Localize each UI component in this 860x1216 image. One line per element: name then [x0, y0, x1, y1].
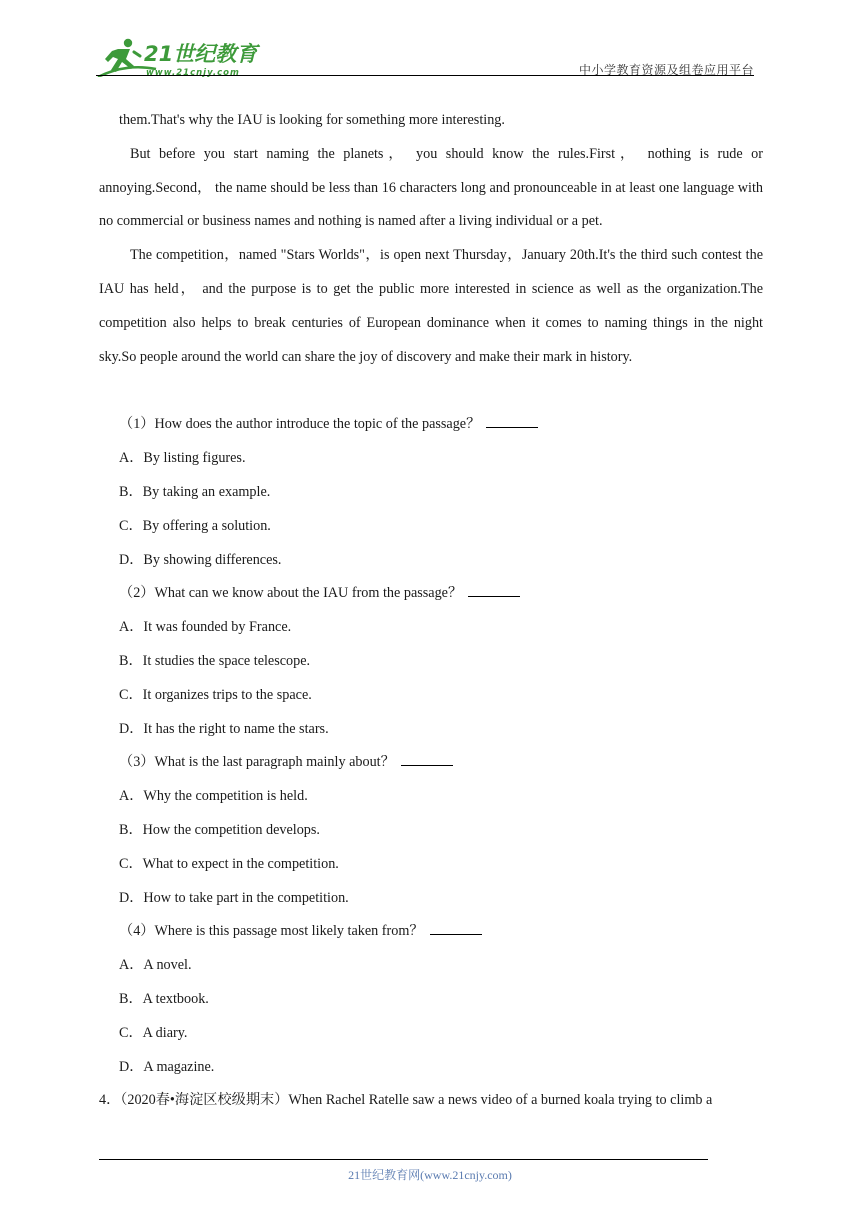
question-stem: （4）Where is this passage most likely taken from？	[99, 915, 763, 949]
document-body	[99, 104, 763, 1118]
site-logo[interactable]	[96, 35, 266, 77]
answer-option[interactable]: A．By listing figures.	[119, 450, 246, 467]
svg-text:21世纪教育: 21世纪教育	[144, 42, 258, 66]
answer-option[interactable]: D．By showing differences.	[119, 551, 282, 568]
spacer	[99, 374, 763, 408]
question-stem: （2）What can we know about the IAU from the passage？	[99, 577, 763, 611]
answer-option[interactable]: D．How to take part in the competition.	[119, 889, 349, 906]
question-block	[99, 408, 763, 577]
next-question-start: 4．（2020春•海淀区校级期末）When Rachel Ratelle saw a news video of a burned koala trying to climb a	[99, 1092, 713, 1109]
answer-option[interactable]: C．By offering a solution.	[119, 517, 271, 534]
question-stem: （3）What is the last paragraph mainly about？	[99, 746, 763, 780]
question-block	[99, 746, 763, 915]
answer-option[interactable]: A．It was founded by France.	[119, 619, 292, 636]
platform-tagline: 中小学教育资源及组卷应用平台	[578, 63, 754, 77]
answer-blank[interactable]	[401, 751, 453, 766]
passage-paragraph: them.That's why the IAU is looking for something more interesting.	[119, 112, 505, 128]
answer-option[interactable]: B．How the competition develops.	[119, 821, 320, 838]
answer-option[interactable]: B．It studies the space telescope.	[119, 652, 311, 669]
answer-option[interactable]: B．A textbook.	[119, 990, 209, 1007]
answer-option[interactable]: A．Why the competition is held.	[119, 788, 308, 805]
answer-option[interactable]: A．A novel.	[119, 957, 192, 974]
svg-text:www.21cnjy.com: www.21cnjy.com	[146, 68, 240, 77]
passage-paragraph: The competition，named "Stars Worlds"，is open next Thursday，January 20th.It's the third such contest the IAU has held， and the purpose is to get the public more interested in science as well as the organization.The competition also helps to break centuries of European dominance when it comes to naming things in the night sky.So people around the world can share the joy of discovery and make their mark in history.	[99, 247, 763, 365]
answer-blank[interactable]	[486, 413, 538, 428]
question-block	[99, 577, 763, 746]
answer-blank[interactable]	[430, 920, 482, 935]
header-divider	[96, 75, 754, 76]
answer-option[interactable]: C．It organizes trips to the space.	[119, 686, 312, 703]
question-block	[99, 915, 763, 1084]
runner-logo-icon	[96, 35, 266, 77]
answer-blank[interactable]	[468, 582, 520, 597]
answer-option[interactable]: C．What to expect in the competition.	[119, 855, 339, 872]
answer-option[interactable]: B．By taking an example.	[119, 483, 271, 500]
page-header	[96, 30, 764, 78]
answer-option[interactable]: D．It has the right to name the stars.	[119, 720, 329, 737]
question-stem: （1）How does the author introduce the topic of the passage？	[99, 408, 763, 442]
page-footer[interactable]: 21世纪教育网(www.21cnjy.com)	[348, 1168, 512, 1182]
footer-divider	[99, 1159, 708, 1160]
passage-paragraph: But before you start naming the planets， you should know the rules.First， nothing is rude or annoying.Second， the name should be less than 16 characters long and pronounceable in at least one language with no commercial or business names and nothing is named after a living individual or a pet.	[99, 145, 763, 230]
answer-option[interactable]: D．A magazine.	[119, 1058, 215, 1075]
answer-option[interactable]: C．A diary.	[119, 1024, 188, 1041]
